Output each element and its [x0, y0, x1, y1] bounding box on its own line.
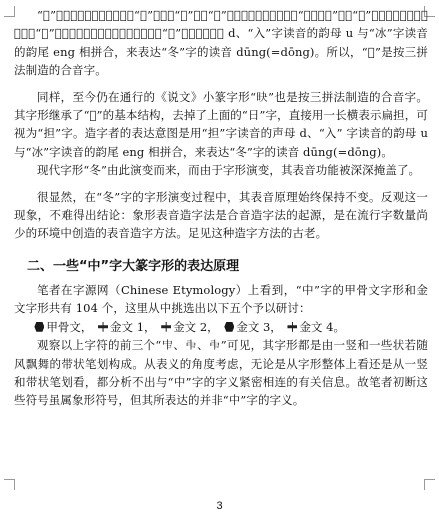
bronze-glyph-icon — [224, 322, 234, 332]
form-label: 金文 2， — [173, 319, 219, 334]
paragraph: 观察以上字符的前三个“𠁦、𠁩、𠁩”可见，其字形都是由一竖和一些状若随风飘舞的带状笔划构成。从表义的角度考虑，无论是从字形整体上看还是从一竖和带状笔划看，都分析不出与“中”字的字义紧密相连的有关信息。故笔者初断这些符号虽属象形符号，但其所表达的并非“中”字的字义。 — [14, 338, 428, 408]
margin-corner-mark — [424, 479, 435, 490]
paragraph: “𦦳”字的构成，中间也是一个“旦”字，在“旦”字的“日”和一横之间插入了一个“入（𠔿）”字，“入”字之下又添加了一个古文“冰”（仌）字。造字者的表达意图是用“旦”字读音的声母 d、“入”字读音的韵母 u 与“冰”字读音的韵尾 eng 相拼合，来表达“冬”字的读音 dūng(=dōng)。所以，“𦦳”是按三拼法制造的合音字。 — [14, 8, 428, 78]
section-heading: 二、一些“中”字大篆字形的表达原理 — [27, 258, 240, 274]
paragraph: 同样，至今仍在通行的《说文》小篆字形“𣅡”也是按三拼法制造的合音字。其字形继承了“𦦳”的基本结构，去掉了上面的“日”字，直接用一长横表示扁担，可视为“担”字。造字者的表达意图是用“担”字读音的声母 d、“入” 字读音的韵母 u 与“冰”字读音的韵尾 eng 相拼合，来表达“冬”字的读音 dūng(=dōng)。 — [14, 89, 428, 159]
paragraph: 很显然，在“冬”字的字形演变过程中，其表音原理始终保持不变。反观这一现象，不难得出结论：象形表音造字法是合音造字法的起源，是在流行字数量尚少的环境中创造的表音造字方法。足见这种造字方法的古老。 — [14, 189, 428, 241]
page-number: 3 — [216, 500, 223, 512]
form-label: 金文 4。 — [299, 319, 345, 334]
paragraph: 笔者在字源网（Chinese Etymology）上看到，“中”字的甲骨文字形和金文字形共有 104 个，这里从中挑选出以下五个予以研讨： — [14, 282, 428, 316]
form-label: 金文 1， — [110, 319, 156, 334]
bronze-glyph-icon — [98, 322, 108, 332]
margin-corner-mark — [4, 479, 15, 490]
form-label: 金文 3， — [236, 319, 282, 334]
oracle-bone-glyph-icon — [34, 322, 44, 332]
document-body[interactable] — [14, 6, 428, 410]
form-label: 甲骨文， — [46, 319, 93, 334]
bronze-glyph-icon — [287, 322, 297, 332]
bronze-glyph-icon — [161, 322, 171, 332]
paragraph: 现代字形“冬”由此演变而来，而由于字形演变，其表音功能被深深掩盖了。 — [37, 163, 421, 178]
glyph-form-list — [14, 318, 428, 336]
